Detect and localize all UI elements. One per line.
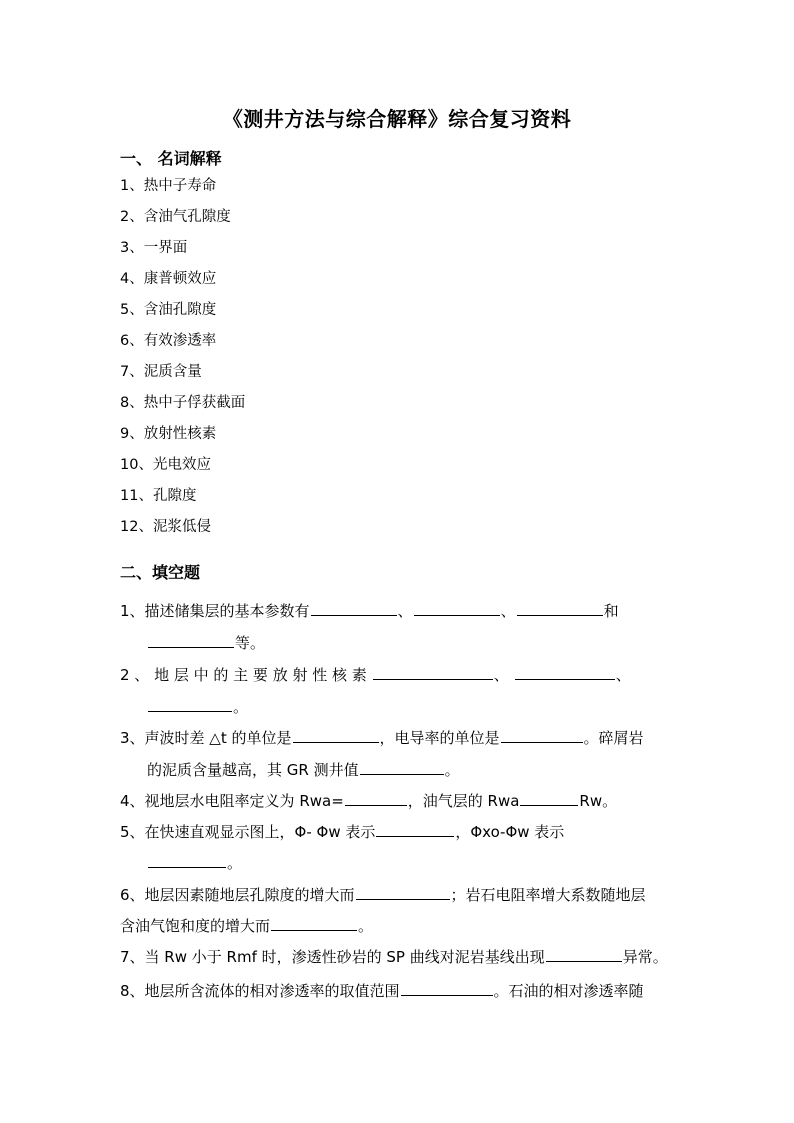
answer-blank[interactable] <box>401 980 493 996</box>
answer-blank[interactable] <box>148 696 232 712</box>
question-6 <box>120 884 646 905</box>
question-text: 等。 <box>235 634 266 652</box>
question-7 <box>120 946 668 967</box>
answer-blank[interactable] <box>414 600 500 616</box>
term-item: 8、热中子俘获截面 <box>120 395 246 411</box>
question-text: 3、声波时差 △t 的单位是 <box>120 729 292 747</box>
answer-blank[interactable] <box>373 664 493 680</box>
question-2 <box>120 664 631 685</box>
question-text: 1、描述储集层的基本参数有 <box>120 602 310 620</box>
answer-blank[interactable] <box>515 664 615 680</box>
answer-blank[interactable] <box>520 790 578 806</box>
question-1-cont <box>147 632 265 653</box>
question-6-cont <box>120 915 373 936</box>
term-item: 5、含油孔隙度 <box>120 302 217 318</box>
question-2-cont <box>147 696 248 717</box>
term-item: 6、有效渗透率 <box>120 333 217 349</box>
term-item: 1、热中子寿命 <box>120 178 217 194</box>
question-text: 、 <box>493 666 509 684</box>
question-text: 。 <box>444 761 460 779</box>
answer-blank[interactable] <box>501 727 583 743</box>
answer-blank[interactable] <box>345 790 407 806</box>
answer-blank[interactable] <box>517 600 603 616</box>
answer-blank[interactable] <box>311 600 397 616</box>
question-text: 异常。 <box>622 948 668 966</box>
question-text: 。 <box>227 854 243 872</box>
question-5 <box>120 821 564 842</box>
question-8 <box>120 980 644 1001</box>
term-item: 7、泥质含量 <box>120 364 202 380</box>
question-text: 含油气饱和度的增大而 <box>120 917 271 935</box>
section-heading-fill-in: 二、填空题 <box>120 563 201 582</box>
question-text: 、 <box>615 666 631 684</box>
question-text: 。 <box>358 917 374 935</box>
question-text: 。 <box>233 698 249 716</box>
term-item: 11、孔隙度 <box>120 488 197 504</box>
question-text: Rw。 <box>579 792 618 810</box>
question-text: 、 <box>397 602 413 620</box>
question-text: 5、在快速直观显示图上，Φ- Φw 表示 <box>120 823 376 841</box>
answer-blank[interactable] <box>148 632 234 648</box>
question-4 <box>120 790 617 811</box>
question-text: 。石油的相对渗透率随 <box>493 982 644 1000</box>
question-text: 和 <box>603 602 619 620</box>
term-item: 3、一界面 <box>120 240 188 256</box>
question-text: 的泥质含量越高，其 GR 测井值 <box>147 761 359 779</box>
question-text: ，油气层的 Rwa <box>407 792 520 810</box>
answer-blank[interactable] <box>356 884 450 900</box>
question-text: ，Φxo-Φw 表示 <box>455 823 565 841</box>
question-text: 8、地层所含流体的相对渗透率的取值范围 <box>120 982 400 1000</box>
term-item: 4、康普顿效应 <box>120 271 217 287</box>
answer-blank[interactable] <box>293 727 379 743</box>
question-3-cont <box>147 759 460 780</box>
question-5-cont <box>147 852 242 873</box>
question-text: 4、视地层水电阻率定义为 Rwa= <box>120 792 344 810</box>
term-item: 10、光电效应 <box>120 457 211 473</box>
answer-blank[interactable] <box>360 759 444 775</box>
answer-blank[interactable] <box>376 821 454 837</box>
question-text: 2 、 地 层 中 的 主 要 放 射 性 核 素 <box>120 666 367 684</box>
answer-blank[interactable] <box>546 946 622 962</box>
term-item: 9、放射性核素 <box>120 426 217 442</box>
term-item: 2、含油气孔隙度 <box>120 209 231 225</box>
question-text: ；岩石电阻率增大系数随地层 <box>450 886 646 904</box>
question-text: 6、地层因素随地层孔隙度的增大而 <box>120 886 355 904</box>
question-3 <box>120 727 644 748</box>
question-text: 、 <box>500 602 516 620</box>
term-item: 12、泥浆低侵 <box>120 519 211 535</box>
question-text: 。碎屑岩 <box>583 729 644 747</box>
answer-blank[interactable] <box>148 852 226 868</box>
question-1 <box>120 600 619 621</box>
answer-blank[interactable] <box>271 915 357 931</box>
section-heading-definitions: 一、 名词解释 <box>120 149 222 168</box>
question-text: ，电导率的单位是 <box>379 729 500 747</box>
document-title: 《测井方法与综合解释》综合复习资料 <box>222 107 572 131</box>
question-text: 7、当 Rw 小于 Rmf 时，渗透性砂岩的 SP 曲线对泥岩基线出现 <box>120 948 545 966</box>
